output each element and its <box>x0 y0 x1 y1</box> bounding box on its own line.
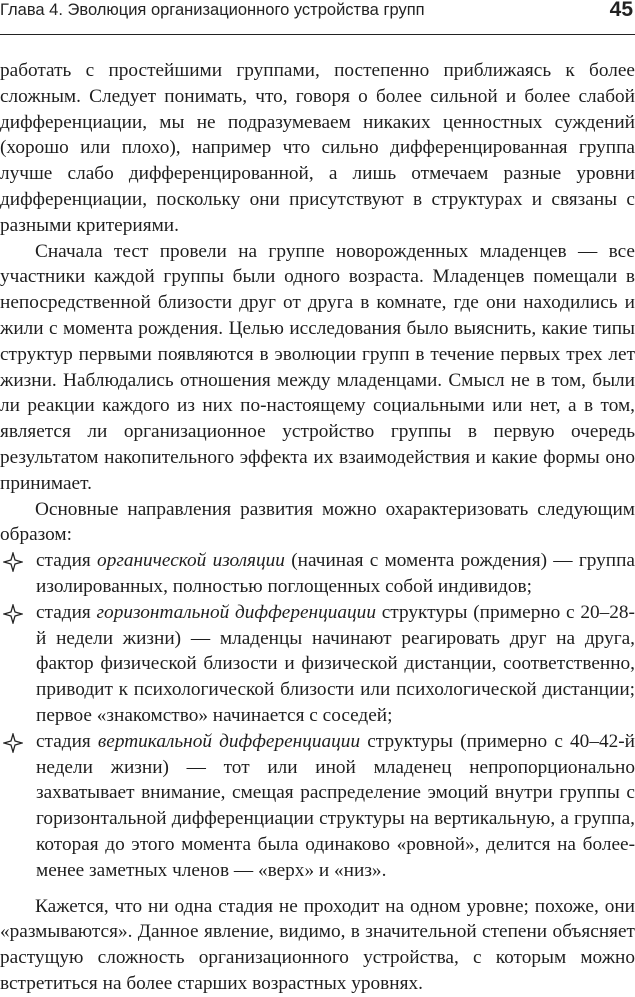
star-bullet-icon <box>3 600 25 626</box>
star-bullet-icon <box>3 548 25 574</box>
stage-term: органической изоляции <box>97 550 285 572</box>
intro-paragraph: работать с простейшими группами, постепенно приближаясь к более сложным. Следует понимать, что, говоря о более сильной и более слабой дифференциации, мы не подразумеваем никаких ценностных суждений (хорошо или плохо), например что сильно дифференцированная группа лучше слабо дифференцированной, а лишь отмечаем разные уровни дифференциации, поскольку они присутствуют в структурах и связаны с разными критериями. <box>0 60 635 236</box>
stage-prefix: стадия <box>36 601 97 623</box>
paragraph-conclusion: Кажется, что ни одна стадия не проходит на одном уровне; похоже, они «размываются». Данное явление, видимо, в значительной степени объясняет растущую сложность организационного устройства, с которым можно встретиться на более старших возрастных уровнях. <box>0 895 635 994</box>
list-item <box>0 548 635 600</box>
stage-description: структуры (примерно с 40–42-й недели жизни) — тот или иной младенец непропорционально захватывает внимание, смещая распределение эмоций внутри группы с горизонтальной дифференциации структуры на вертикальную, а группа, которая до этого момента была одинаково «ровной», делится на более-менее заметных членов — «верх» и «низ». <box>36 730 635 881</box>
running-header <box>0 0 635 35</box>
stages-list <box>0 548 635 883</box>
stage-term: вертикальной дифференциации <box>97 730 361 752</box>
page-number: 45 <box>609 0 633 21</box>
list-item <box>0 600 635 729</box>
paragraph-infants-test: Сначала тест провели на группе новорожденных младенцев — все участники каждой группы были одного возраста. Младенцев помещали в непосредственной близости друг от друга в комнате, где они находились и жили с момента рождения. Целью исследования было выяснить, какие типы структур первыми появляются в эволюции групп в течение первых трех лет жизни. Наблюдались отношения между младенцами. Смысл не в том, были ли реакции каждого из них по-настоящему социальными или нет, а в том, является ли организационное устройство группы в первую очередь результатом накопительного эффекта их взаимодействия и какие формы оно принимает. <box>0 240 635 494</box>
stage-term: горизонтальной дифференциации <box>96 601 376 623</box>
stage-prefix: стадия <box>36 730 98 752</box>
stage-description: структуры (примерно с 20–28-й недели жизни) — младенцы начинают реагировать друг на друга, фактор физической близости и физической дистанции, соответственно, приводит к психологической близости или психологической дистанции; первое «знакомство» начинается с соседей; <box>36 601 635 726</box>
star-bullet-icon <box>3 729 25 755</box>
list-item <box>0 729 635 884</box>
paragraph-directions: Основные направления развития можно охарактеризовать следующим образом: <box>0 498 635 546</box>
stage-description: (начиная с момента рождения) — группа изолированных, полностью поглощенных собой индивидов; <box>36 550 635 597</box>
chapter-title: Глава 4. Эволюция организационного устройства групп <box>0 1 425 19</box>
stage-prefix: стадия <box>36 550 98 572</box>
page-body <box>0 58 635 997</box>
